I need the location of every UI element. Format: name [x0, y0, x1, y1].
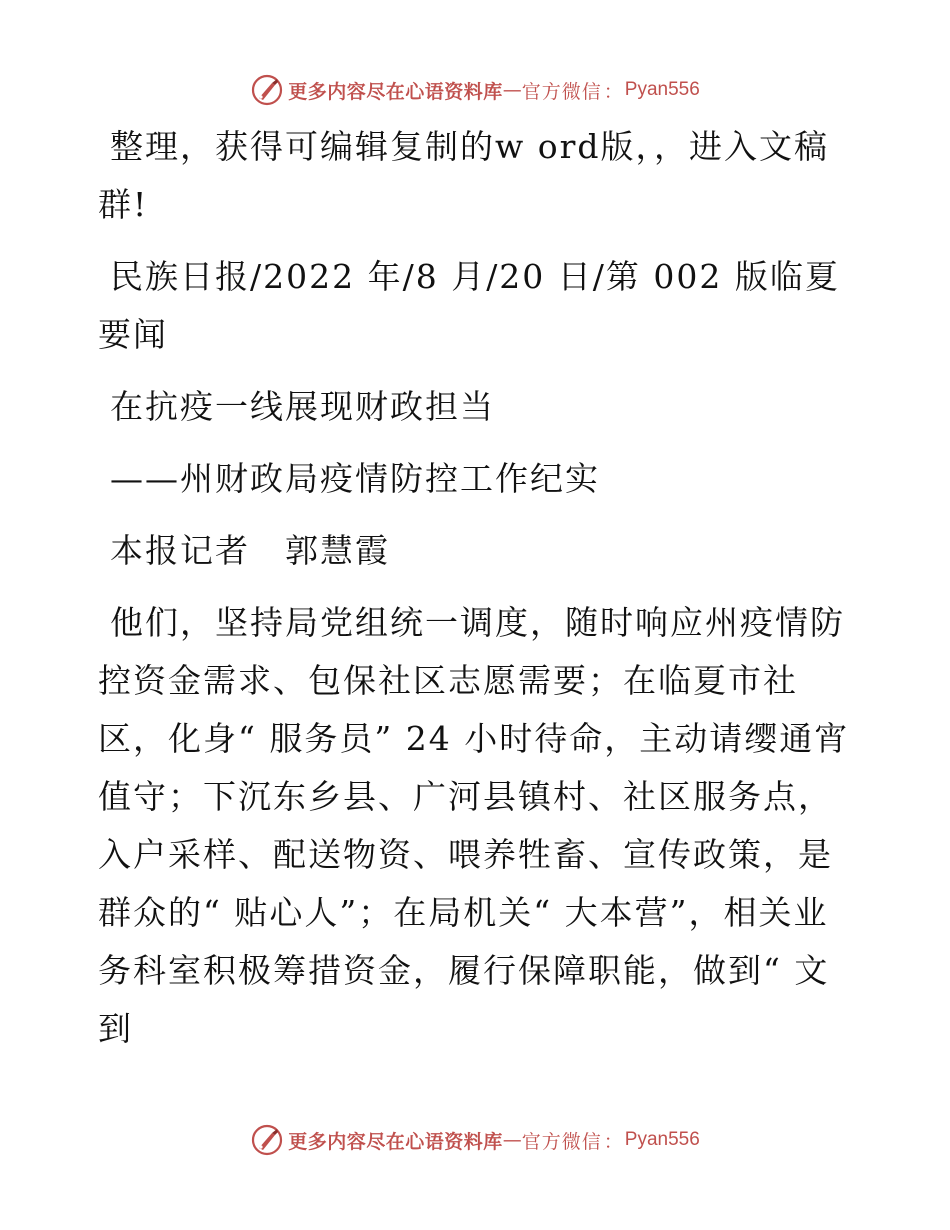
- banner-dash: —: [502, 79, 522, 101]
- banner-official-label: 官方微信: [521, 80, 602, 103]
- article-subtitle: ——州财政局疫情防控工作纪实: [110, 459, 600, 498]
- header-banner: [0, 70, 950, 110]
- banner-separator: ：: [603, 80, 623, 103]
- banner-separator: ：: [603, 1130, 623, 1153]
- article-title: 在抗疫一线展现财政担当: [110, 387, 495, 426]
- banner-brand-text: 更多内容尽在心语资料库: [288, 1130, 503, 1153]
- intro-paragraph: 整理，获得可编辑复制的w ord版，，进入文稿群!: [98, 127, 830, 224]
- banner-wechat-id: Pyan556: [624, 1129, 700, 1150]
- banner-official-label: 官方微信: [521, 1130, 602, 1153]
- byline: 本报记者 郭慧霞: [110, 531, 390, 570]
- quill-pen-logo-icon: [250, 1123, 284, 1157]
- body-paragraph: 他们，坚持局党组统一调度，随时响应州疫情防控资金需求、包保社区志愿需要；在临夏市社区，化身“ 服务员” 24 小时待命，主动请缨通宵值守；下沉东乡县、广河县镇村、社区服务点，入户采样、配送物资、喂养牲畜、宣传政策，是群众的“ 贴心人”；在局机关“ 大本营”，相关业务科室积极筹措资金，履行保障职能，做到“ 文到: [98, 603, 850, 1048]
- source-line: 民族日报/2022 年/8 月/20 日/第 002 版临夏要闻: [98, 257, 840, 354]
- footer-banner: [0, 1120, 950, 1160]
- banner-wechat-id: Pyan556: [624, 79, 700, 100]
- quill-pen-logo-icon: [250, 73, 284, 107]
- document-body: [98, 118, 858, 1072]
- banner-dash: —: [502, 1129, 522, 1151]
- banner-brand-text: 更多内容尽在心语资料库: [288, 80, 503, 103]
